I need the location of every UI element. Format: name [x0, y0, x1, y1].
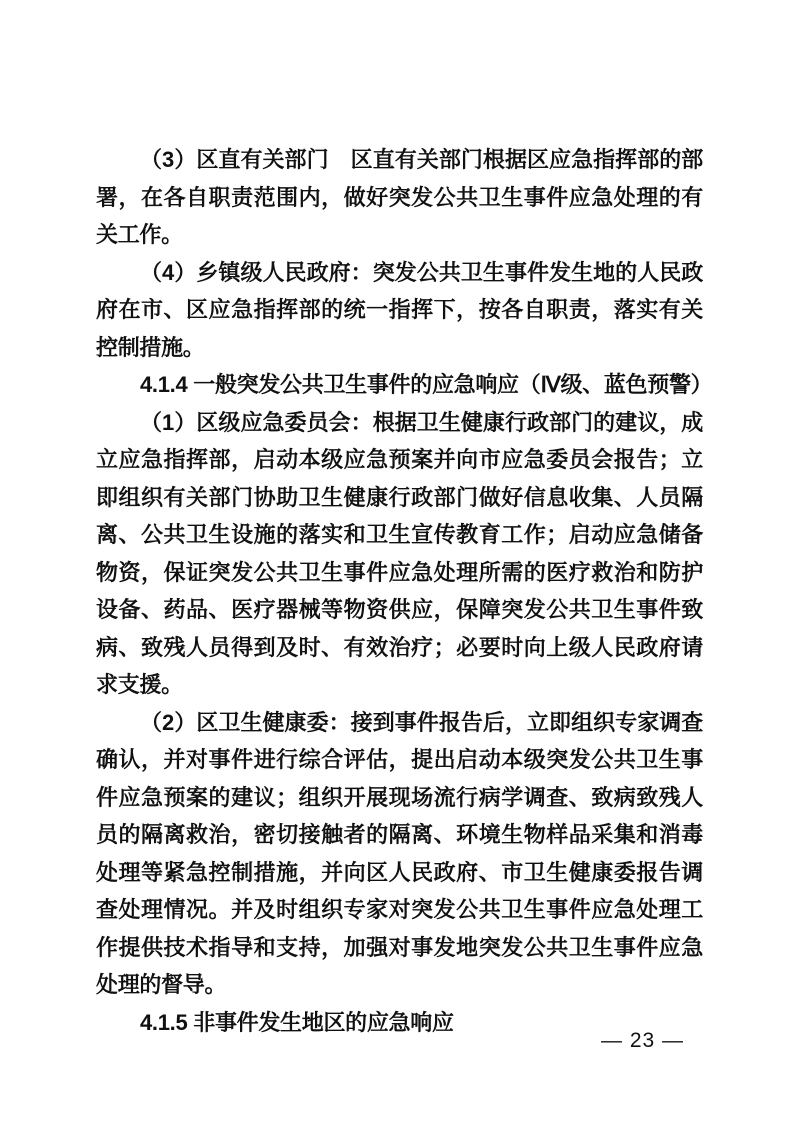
document-content: [96, 141, 713, 1041]
paragraph-township-government: （4）乡镇级人民政府：突发公共卫生事件发生地的人民政府在市、区应急指挥部的统一指挥下，按各自职责，落实有关控制措施。: [96, 259, 703, 360]
section-heading-4-1-4: 4.1.4 一般突发公共卫生事件的应急响应（Ⅳ级、蓝色预警）: [140, 372, 713, 397]
paragraph-district-emergency-committee: （1）区级应急委员会：根据卫生健康行政部门的建议，成立应急指挥部，启动本级应急预案并向市应急委员会报告；立即组织有关部门协助卫生健康行政部门做好信息收集、人员隔离、公共卫生设施的落实和卫生宣传教育工作；启动应急储备物资，保证突发公共卫生事件应急处理所需的医疗救治和防护设备、药品、医疗器械等物资供应，保障突发公共卫生事件致病、致残人员得到及时、有效治疗；必要时向上级人民政府请求支援。: [96, 409, 703, 697]
page-number: — 23 —: [601, 1029, 685, 1052]
paragraph-district-departments: （3）区直有关部门 区直有关部门根据区应急指挥部的部署，在各自职责范围内，做好突发公共卫生事件应急处理的有关工作。: [96, 147, 703, 247]
section-heading-4-1-5: 4.1.5 非事件发生地区的应急响应: [140, 1009, 454, 1035]
paragraph-district-health-commission: （2）区卫生健康委：接到事件报告后，立即组织专家调查确认，并对事件进行综合评估，提出启动本级突发公共卫生事件应急预案的建议；组织开展现场流行病学调查、致病致残人员的隔离救治，密切接触者的隔离、环境生物样品采集和消毒处理等紧急控制措施，并向区人民政府、市卫生健康委报告调查处理情况。并及时组织专家对突发公共卫生事件应急处理工作提供技术指导和支持，加强对事发地突发公共卫生事件应急处理的督导。: [96, 709, 703, 997]
